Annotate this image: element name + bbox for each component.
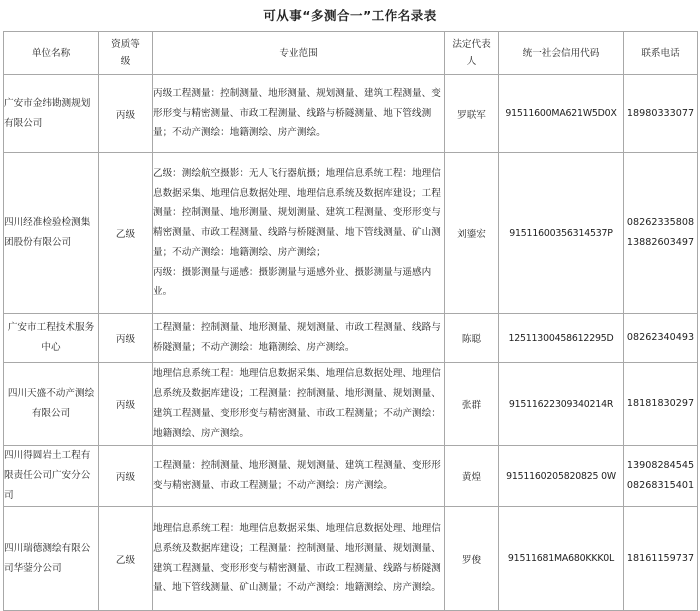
credit-code-cell: 91511681MA680KKK0L (499, 507, 624, 611)
rep-cell: 陈聪 (445, 314, 499, 363)
grade-cell: 丙级 (99, 314, 153, 363)
phone-number: 08262340493 (626, 332, 695, 343)
phone-number: 13882603497 (626, 237, 695, 248)
header-scope: 专业范围 (153, 32, 445, 75)
registry-table (3, 31, 698, 611)
credit-code-cell: 12511300458612295D (499, 314, 624, 363)
phone-number: 08268315401 (626, 480, 695, 491)
table-row (4, 363, 698, 446)
phone-number: 18181830297 (626, 398, 695, 409)
header-rep: 法定代表人 (445, 32, 499, 75)
grade-cell: 丙级 (99, 75, 153, 153)
table-row (4, 446, 698, 507)
company-name: 四川瑞德测绘有限公司华蓥分公司 (4, 507, 99, 611)
credit-code-cell: 9151160205820825 0W (499, 446, 624, 507)
company-name: 四川经准检验检测集团股份有限公司 (4, 153, 99, 314)
phone-cell (624, 446, 698, 507)
rep-cell: 张群 (445, 363, 499, 446)
company-name: 广安市工程技术服务中心 (4, 314, 99, 363)
company-name: 四川得圆岩土工程有限责任公司广安分公司 (4, 446, 99, 507)
phone-cell (624, 507, 698, 611)
phone-number: 18161159737 (626, 552, 695, 564)
rep-cell: 罗俊 (445, 507, 499, 611)
phone-cell (624, 314, 698, 363)
phone-cell (624, 363, 698, 446)
header-code: 统一社会信用代码 (499, 32, 624, 75)
rep-cell: 刘鎏宏 (445, 153, 499, 314)
table-row (4, 314, 698, 363)
header-name: 单位名称 (4, 32, 99, 75)
phone-cell (624, 75, 698, 153)
scope-cell: 地理信息系统工程：地理信息数据采集、地理信息数据处理、地理信息系统及数据库建设；工程测量：控制测量、地形测量、规划测量、建筑工程测量、变形形变与精密测量、市政工程测量；不动产测绘：地籍测绘、房产测绘。 (153, 363, 445, 446)
rep-cell: 黄煌 (445, 446, 499, 507)
grade-cell: 丙级 (99, 446, 153, 507)
phone-cell (624, 153, 698, 314)
scope-cell: 工程测量：控制测量、地形测量、规划测量、建筑工程测量、变形形变与精密测量、市政工程测量；不动产测绘：房产测绘。 (153, 446, 445, 507)
credit-code-cell: 91511600356314537P (499, 153, 624, 314)
phone-number: 13908284545 (626, 460, 695, 471)
scope-cell: 乙级：测绘航空摄影：无人飞行器航摄；地理信息系统工程：地理信息数据采集、地理信息数据处理、地理信息系统及数据库建设；工程测量：控制测量、地形测量、规划测量、建筑工程测量、变形形变与精密测量、市政工程测量、线路与桥隧测量、地下管线测量、矿山测量；不动产测绘：地籍测绘、房产测绘； 丙级：摄影测量与遥感：摄影测量与遥感外业、摄影测量与遥感内业。 (153, 153, 445, 314)
table-row (4, 507, 698, 611)
table-row (4, 153, 698, 314)
grade-cell: 乙级 (99, 153, 153, 314)
phone-number: 18980333077 (626, 107, 695, 119)
credit-code-cell: 91511622309340214R (499, 363, 624, 446)
phone-number: 08262335808 (626, 217, 695, 228)
header-phone: 联系电话 (624, 32, 698, 75)
header-row (4, 32, 698, 75)
document-title: 可从事“多测合一”工作名录表 (263, 8, 437, 23)
grade-cell: 丙级 (99, 363, 153, 446)
company-name: 四川天盛不动产测绘有限公司 (4, 363, 99, 446)
scope-cell: 地理信息系统工程：地理信息数据采集、地理信息数据处理、地理信息系统及数据库建设；工程测量：控制测量、地形测量、规划测量、建筑工程测量、变形形变与精密测量、市政工程测量、线路与桥隧测量、地下管线测量、矿山测量；不动产测绘：地籍测绘、房产测绘。 (153, 507, 445, 611)
scope-cell: 丙级工程测量：控制测量、地形测量、规划测量、建筑工程测量、变形形变与精密测量、市政工程测量、线路与桥隧测量、地下管线测量；不动产测绘：地籍测绘、房产测绘。 (153, 75, 445, 153)
table-row (4, 75, 698, 153)
credit-code-cell: 91511600MA621W5D0X (499, 75, 624, 153)
rep-cell: 罗联军 (445, 75, 499, 153)
header-grade: 资质等级 (99, 32, 153, 75)
scope-cell: 工程测量：控制测量、地形测量、规划测量、市政工程测量、线路与桥隧测量；不动产测绘：地籍测绘、房产测绘。 (153, 314, 445, 363)
grade-cell: 乙级 (99, 507, 153, 611)
company-name: 广安市金纬勘测规划有限公司 (4, 75, 99, 153)
